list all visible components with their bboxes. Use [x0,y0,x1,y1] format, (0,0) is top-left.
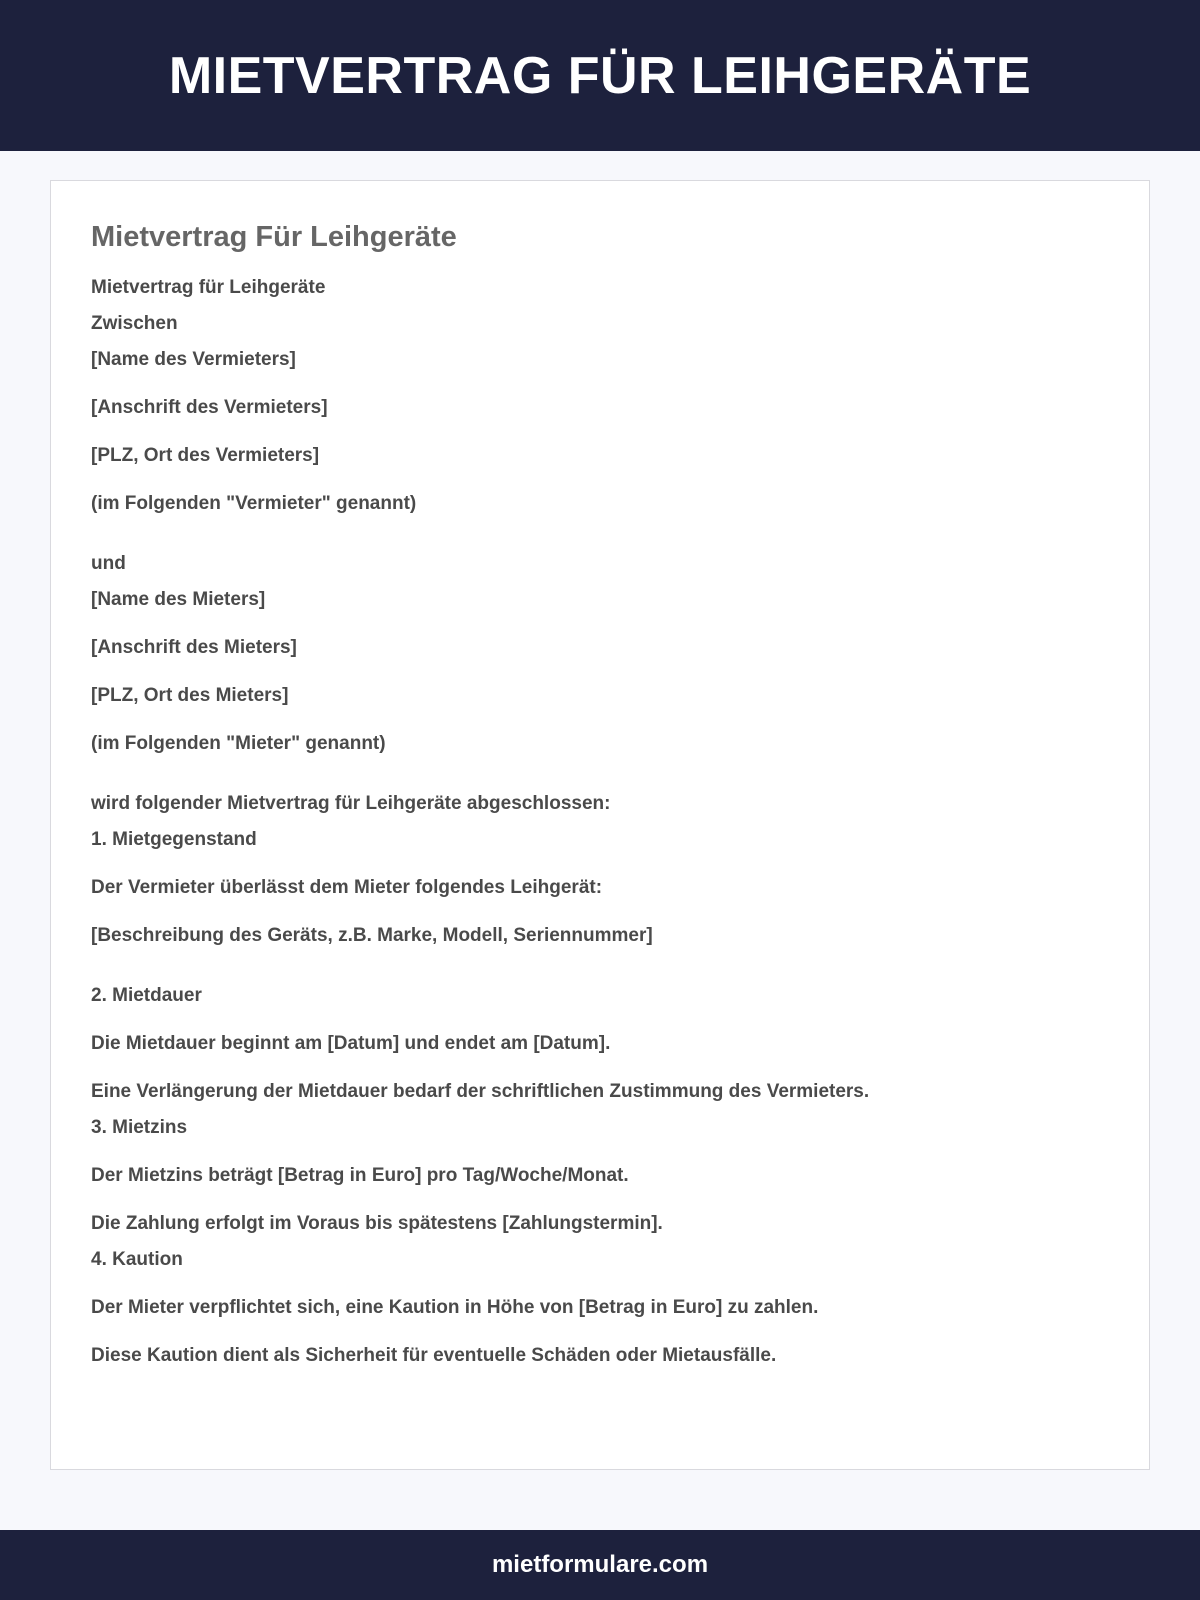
document-title: Mietvertrag Für Leihgeräte [91,221,457,253]
page-title: MIETVERTRAG FÜR LEIHGERÄTE [168,46,1032,105]
rental-extension-text: Eine Verlängerung der Mietdauer bedarf der schriftlichen Zustimmung des Vermieters. [91,1081,870,1102]
footer-site-name: mietformulare.com [491,1551,709,1578]
payment-terms-text: Die Zahlung erfolgt im Voraus bis spätestens [Zahlungstermin]. [91,1213,663,1234]
between-label: Zwischen [91,313,178,334]
landlord-name-placeholder: [Name des Vermieters] [91,349,296,370]
deposit-amount-text: Der Mieter verpflichtet sich, eine Kaution in Höhe von [Betrag in Euro] zu zahlen. [91,1297,819,1318]
contract-document [50,180,1150,1470]
agreement-intro: wird folgender Mietvertrag für Leihgeräte abgeschlossen: [91,793,611,814]
tenant-designation: (im Folgenden "Mieter" genannt) [91,733,386,754]
tenant-name-placeholder: [Name des Mieters] [91,589,266,610]
rental-object-text: Der Vermieter überlässt dem Mieter folgendes Leihgerät: [91,877,603,898]
tenant-city-placeholder: [PLZ, Ort des Mieters] [91,685,289,706]
deposit-purpose-text: Diese Kaution dient als Sicherheit für eventuelle Schäden oder Mietausfälle. [91,1345,777,1366]
landlord-city-placeholder: [PLZ, Ort des Vermieters] [91,445,320,466]
section-heading-rental-object: 1. Mietgegenstand [91,829,257,850]
device-description-placeholder: [Beschreibung des Geräts, z.B. Marke, Modell, Seriennummer] [91,925,653,946]
section-heading-deposit: 4. Kaution [91,1249,183,1270]
rent-amount-text: Der Mietzins beträgt [Betrag in Euro] pro Tag/Woche/Monat. [91,1165,629,1186]
contract-heading-line: Mietvertrag für Leihgeräte [91,277,326,298]
landlord-address-placeholder: [Anschrift des Vermieters] [91,397,328,418]
landlord-designation: (im Folgenden "Vermieter" genannt) [91,493,417,514]
section-heading-rent: 3. Mietzins [91,1117,188,1138]
page-header [0,0,1200,151]
tenant-address-placeholder: [Anschrift des Mieters] [91,637,297,658]
and-label: und [91,553,126,574]
page-footer [0,1530,1200,1600]
section-heading-rental-period: 2. Mietdauer [91,985,202,1006]
rental-period-text: Die Mietdauer beginnt am [Datum] und endet am [Datum]. [91,1033,611,1054]
